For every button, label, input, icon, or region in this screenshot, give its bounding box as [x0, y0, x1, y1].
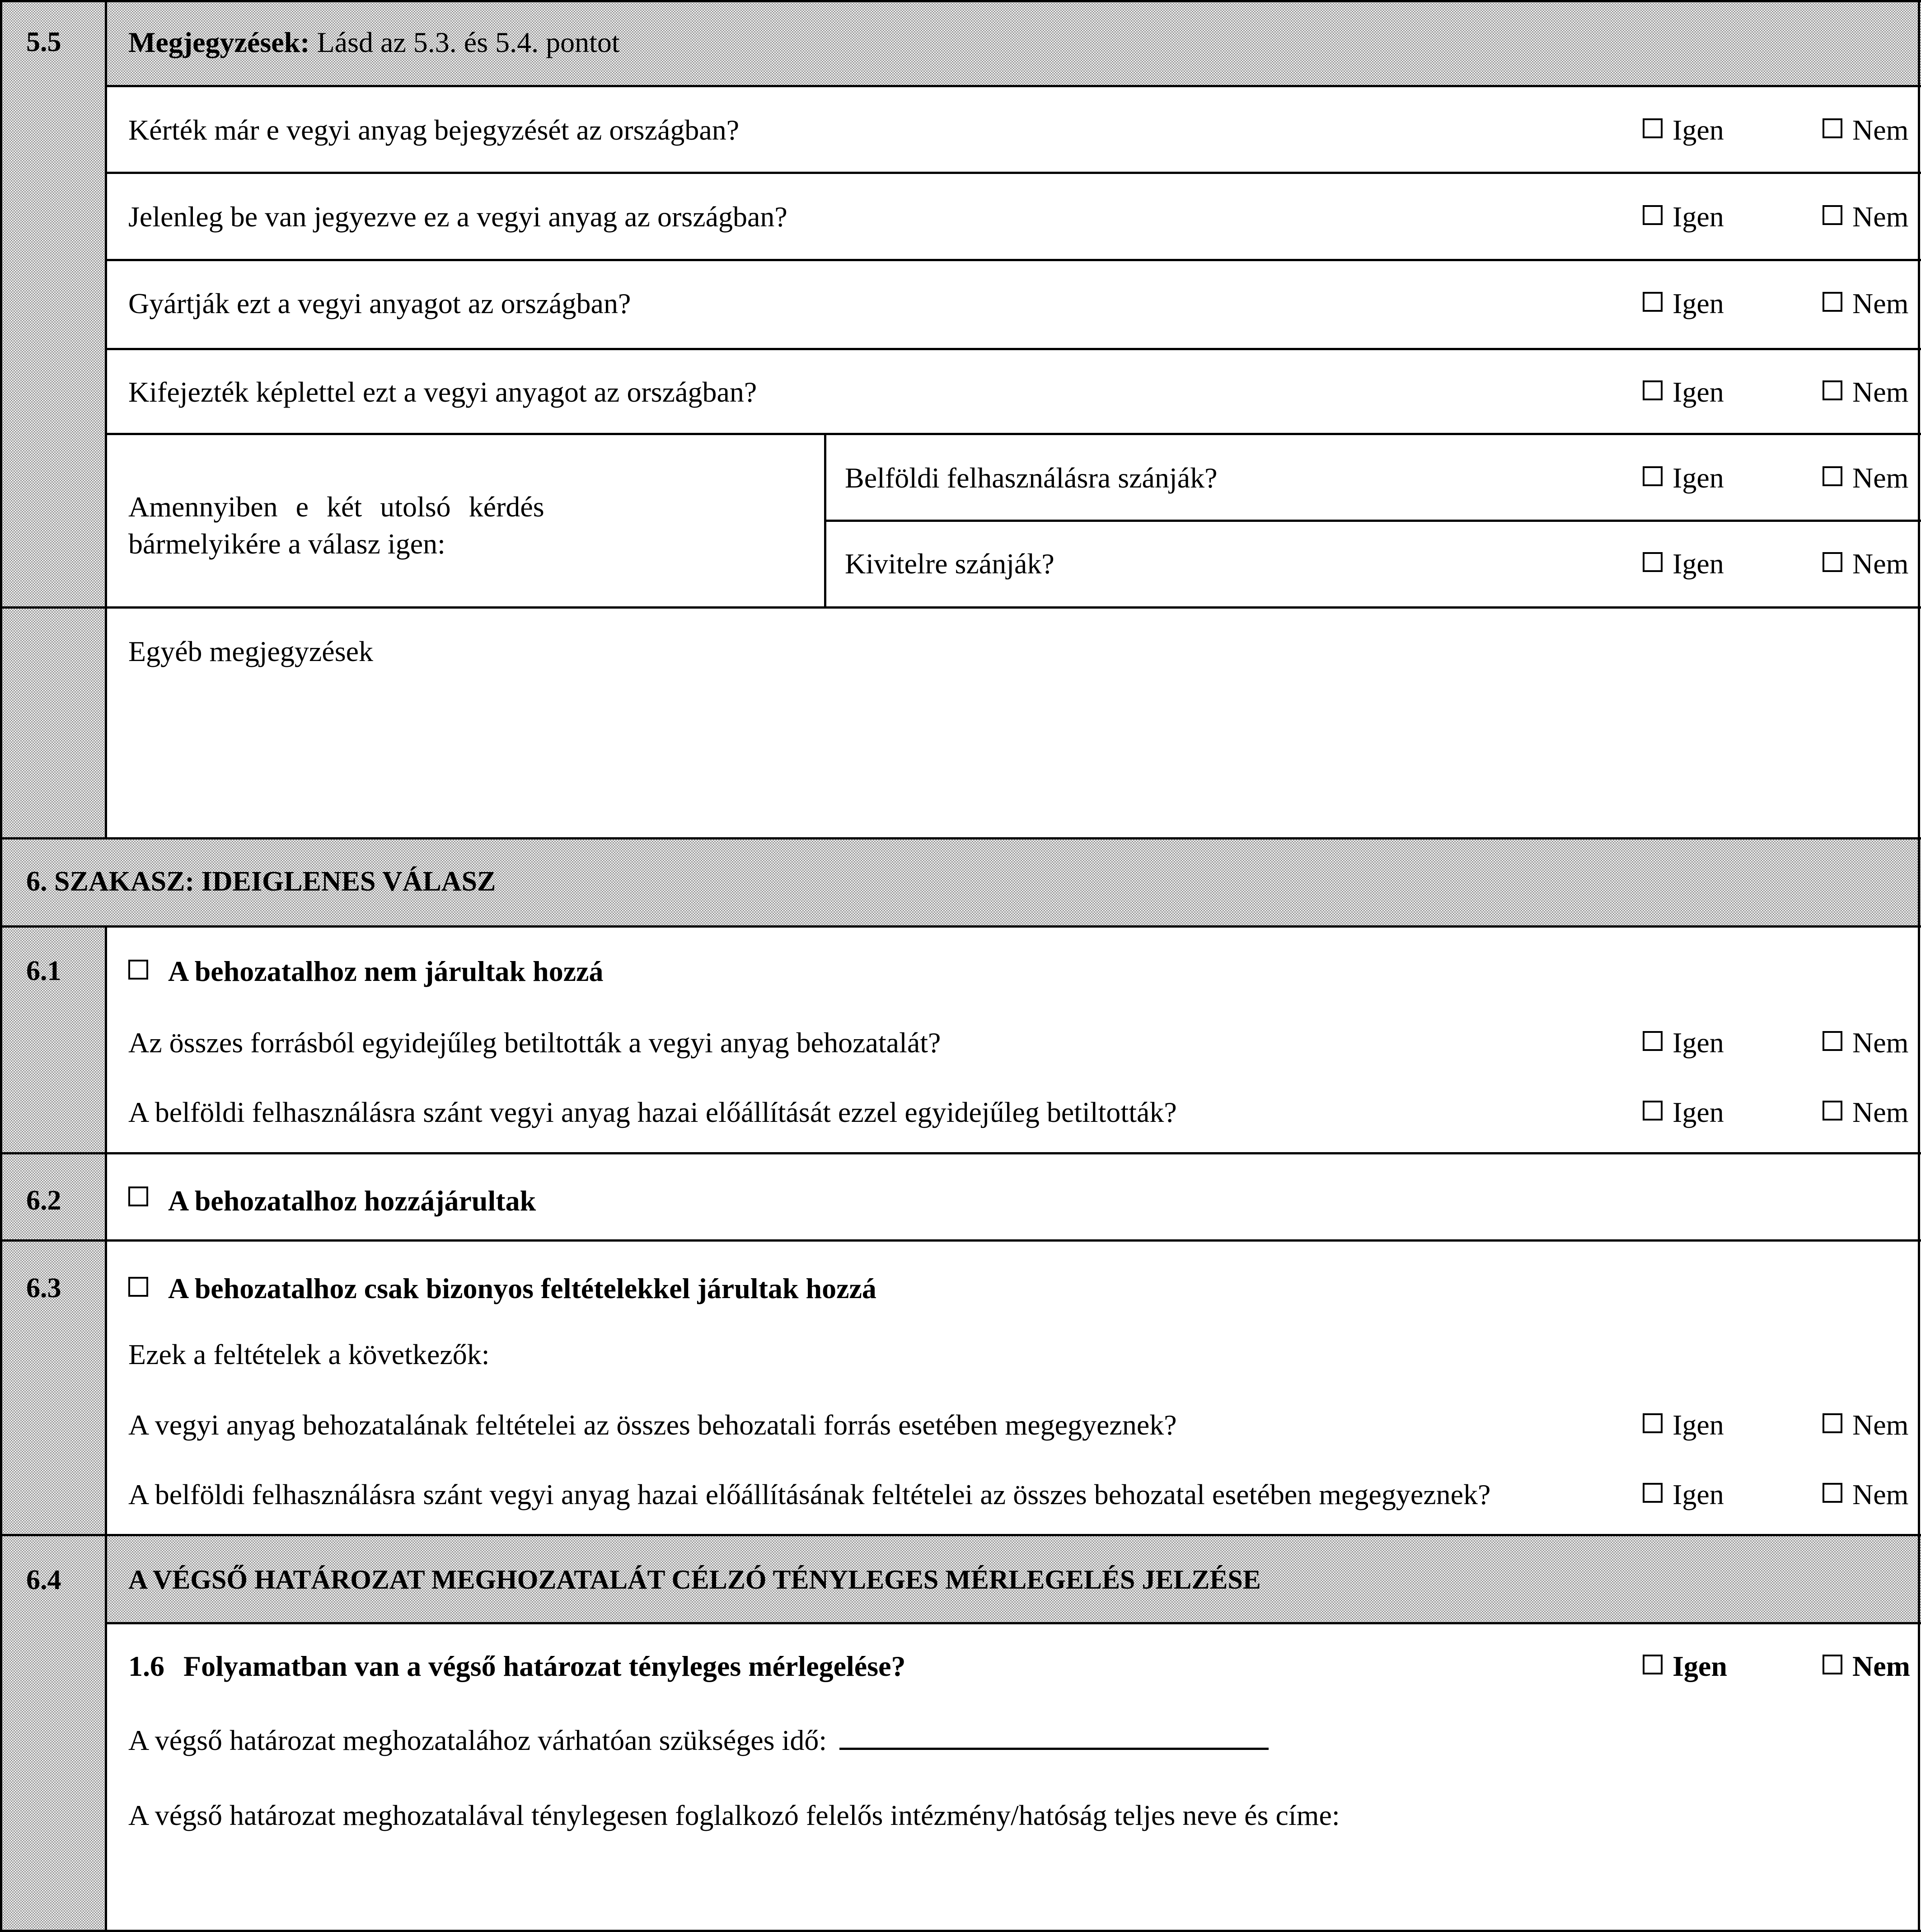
rule-1 — [105, 85, 1921, 87]
checkbox[interactable] — [1823, 380, 1842, 400]
checkbox[interactable] — [1643, 1413, 1663, 1433]
rule-12 — [0, 1534, 1921, 1536]
question-registration-requested: Kérték már e vegyi anyag bejegyzését az országban? — [128, 114, 740, 146]
rule-10 — [0, 1152, 1921, 1154]
checkbox[interactable] — [1643, 205, 1663, 225]
rule-5 — [105, 433, 1921, 435]
bottom-border — [0, 1930, 1921, 1932]
checkbox[interactable] — [1823, 118, 1842, 138]
section-number-6-4: 6.4 — [26, 1565, 61, 1595]
checkbox[interactable] — [1643, 552, 1663, 572]
remarks-text: Lásd az 5.3. és 5.4. pontot — [317, 26, 620, 58]
rule-8 — [0, 837, 1921, 839]
checkbox[interactable] — [1643, 380, 1663, 400]
rule-11 — [0, 1239, 1921, 1242]
expected-time-field[interactable] — [839, 1748, 1269, 1750]
s61-heading: A behozatalhoz nem járultak hozzá — [168, 955, 604, 987]
remarks-label: Megjegyzések: — [128, 26, 310, 58]
checkbox-import-consented[interactable] — [128, 1186, 148, 1206]
number-column-divider-2 — [105, 926, 107, 1932]
checkbox[interactable] — [1643, 1101, 1663, 1121]
rule-13 — [105, 1622, 1921, 1624]
number-column-divider — [105, 0, 107, 838]
question-production-conditions-same: A belföldi felhasználásra szánt vegyi anyag hazai előállításának feltételei az összes behozatal esetében megegyeznek? — [128, 1478, 1491, 1510]
right-border — [1918, 0, 1920, 1932]
question-manufactured: Gyártják ezt a vegyi anyagot az országban? — [128, 287, 631, 319]
question-import-conditions-same: A vegyi anyag behozatalának feltételei az összes behozatali forrás esetében megegyeznek? — [128, 1409, 1177, 1441]
checkbox[interactable] — [1823, 1101, 1842, 1121]
question-export: Kivitelre szánják? — [845, 548, 1054, 580]
question-final-decision-in-progress: Folyamatban van a végső határozat tényleges mérlegelése? — [183, 1650, 906, 1682]
left-column-shade-6 — [0, 926, 106, 1932]
checkbox[interactable] — [1643, 118, 1663, 138]
checkbox[interactable] — [1823, 466, 1842, 486]
conditions-intro: Ezek a feltételek a következők: — [128, 1338, 490, 1370]
question-production-banned: A belföldi felhasználásra szánt vegyi anyag hazai előállítását ezzel egyidejűleg betiltották? — [128, 1096, 1177, 1128]
checkbox[interactable] — [1823, 1655, 1842, 1674]
checkbox[interactable] — [1823, 205, 1842, 225]
checkbox[interactable] — [1823, 552, 1842, 572]
section-number-6-3: 6.3 — [26, 1273, 61, 1304]
left-column-shade-5-5 — [0, 0, 106, 838]
institution-label: A végső határozat meghozatalával ténylegesen foglalkozó felelős intézmény/hatóság teljes neve és címe: — [128, 1799, 1340, 1831]
checkbox[interactable] — [1643, 292, 1663, 312]
checkbox[interactable] — [1823, 292, 1842, 312]
checkbox[interactable] — [1643, 466, 1663, 486]
s62-heading: A behozatalhoz hozzájárultak — [168, 1185, 536, 1217]
question-formulated: Kifejezték képlettel ezt a vegyi anyagot az országban? — [128, 376, 757, 408]
other-remarks-label: Egyéb megjegyzések — [128, 635, 373, 667]
condition-text-line2: bármelyikére a válasz igen: — [128, 528, 445, 560]
checkbox-import-conditional[interactable] — [128, 1277, 148, 1297]
question-currently-registered: Jelenleg be van jegyezve ez a vegyi anyag az országban? — [128, 201, 787, 233]
section-number-6-2: 6.2 — [26, 1185, 61, 1216]
rule-2 — [105, 172, 1921, 174]
rule-4 — [105, 348, 1921, 350]
checkbox[interactable] — [1643, 1655, 1663, 1674]
question-domestic-use: Belföldi felhasználásra szánják? — [845, 462, 1218, 494]
section-number-5-5: 5.5 — [26, 27, 61, 57]
rule-9 — [0, 925, 1921, 928]
question-import-banned: Az összes forrásból egyidejűleg betiltották a vegyi anyag behozatalát? — [128, 1027, 941, 1059]
checkbox[interactable] — [1823, 1031, 1842, 1051]
checkbox[interactable] — [1823, 1483, 1842, 1503]
section6-title: 6. SZAKASZ: IDEIGLENES VÁLASZ — [26, 866, 496, 897]
subsection-number-1-6: 1.6 — [128, 1650, 164, 1682]
expected-time-label: A végső határozat meghozatalához várhatóan szükséges idő: — [128, 1724, 827, 1756]
left-border — [0, 0, 2, 1932]
condition-text-line1: Amennyiben e két utolsó kérdés — [128, 491, 544, 523]
rule-6 — [824, 520, 1921, 522]
rule-7 — [0, 606, 1921, 609]
top-border — [0, 0, 1921, 2]
s64-heading: A VÉGSŐ HATÁROZAT MEGHOZATALÁT CÉLZÓ TÉNYLEGES MÉRLEGELÉS JELZÉSE — [128, 1565, 1261, 1594]
s63-heading: A behozatalhoz csak bizonyos feltételekkel járultak hozzá — [168, 1272, 876, 1304]
checkbox[interactable] — [1823, 1413, 1842, 1433]
remarks-line — [128, 28, 620, 57]
checkbox-import-not-consented[interactable] — [128, 960, 148, 980]
checkbox[interactable] — [1643, 1031, 1663, 1051]
section-number-6-1: 6.1 — [26, 956, 61, 986]
checkbox[interactable] — [1643, 1483, 1663, 1503]
rule-3 — [105, 259, 1921, 261]
